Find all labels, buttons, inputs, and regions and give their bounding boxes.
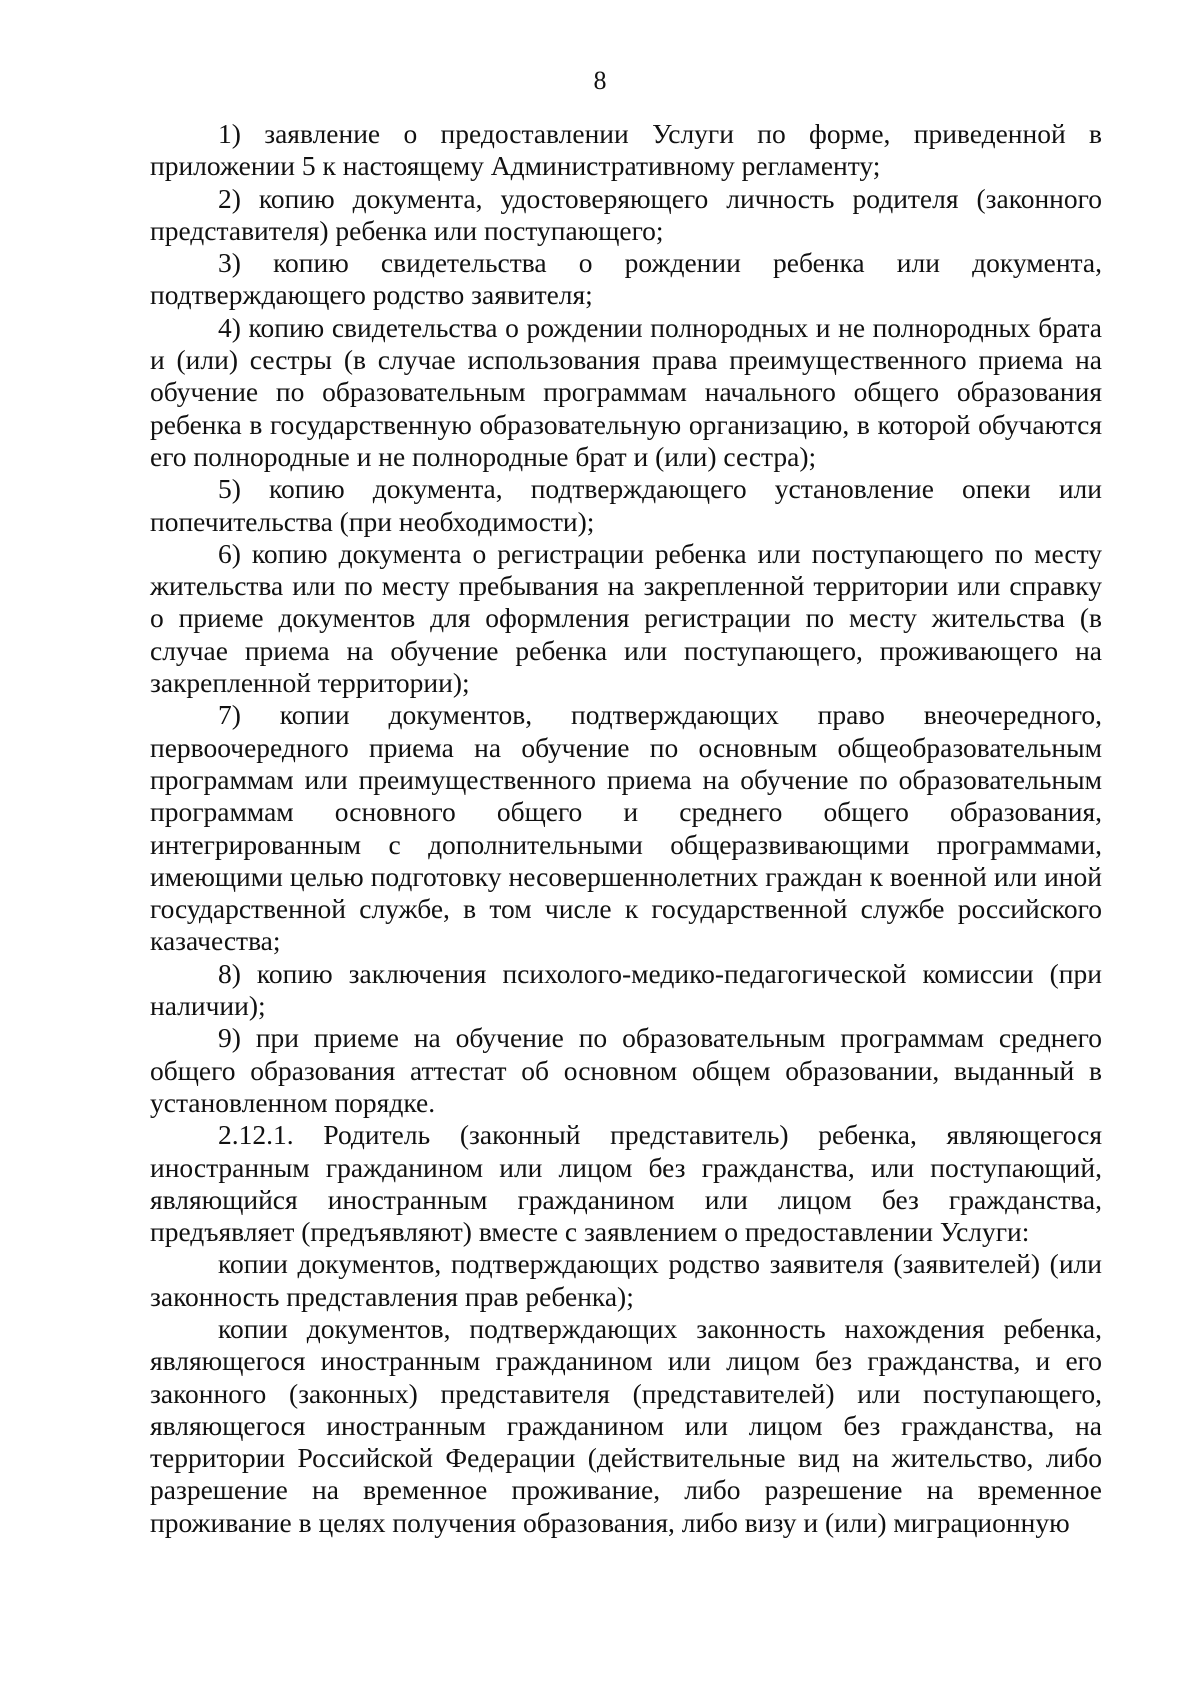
paragraph-item-1: 1) заявление о предоставлении Услуги по форме, приведенной в приложении 5 к настоящему Административному регламенту; — [150, 118, 1102, 182]
page-number: 8 — [593, 66, 607, 95]
document-body — [150, 118, 1102, 1539]
paragraph-kinship-documents: копии документов, подтверждающих родство заявителя (заявителей) (или законность представления прав ребенка); — [150, 1248, 1102, 1312]
paragraph-item-2: 2) копию документа, удостоверяющего личность родителя (законного представителя) ребенка или поступающего; — [150, 182, 1102, 246]
paragraph-item-3: 3) копию свидетельства о рождении ребенка или документа, подтверждающего родство заявителя; — [150, 247, 1102, 311]
paragraph-item-6: 6) копию документа о регистрации ребенка или поступающего по месту жительства или по месту пребывания на закрепленной территории или справку о приеме документов для оформления регистрации по месту жительства (в случае приема на обучение ребенка или поступающего, проживающего на закрепленной территории); — [150, 537, 1102, 699]
paragraph-residence-documents: копии документов, подтверждающих законность нахождения ребенка, являющегося иностранным гражданином или лицом без гражданства, и его законного (законных) представителя (представителей) или поступающего, являющегося иностранным гражданином или лицом без гражданства, на территории Российской Федерации (действительные вид на жительство, либо разрешение на временное проживание, либо разрешение на временное проживание в целях получения образования, либо визу и (или) миграционную — [150, 1312, 1102, 1538]
paragraph-item-7: 7) копии документов, подтверждающих право внеочередного, первоочередного приема на обучение по основным общеобразовательным программам или преимущественного приема на обучение по образовательным программам основного общего и среднего общего образования, интегрированным с дополнительными общеразвивающими программами, имеющими целью подготовку несовершеннолетних граждан к военной или иной государственной службе, в том числе к государственной службе российского казачества; — [150, 699, 1102, 957]
paragraph-item-9: 9) при приеме на обучение по образовательным программам среднего общего образования аттестат об основном общем образовании, выданный в установленном порядке. — [150, 1022, 1102, 1118]
paragraph-item-4: 4) копию свидетельства о рождении полнородных и не полнородных брата и (или) сестры (в случае использования права преимущественного приема на обучение по образовательным программам начального общего образования ребенка в государственную образовательную организацию, в которой обучаются его полнородные и не полнородные брат и (или) сестра); — [150, 311, 1102, 472]
paragraph-item-8: 8) копию заключения психолого-медико-педагогической комиссии (при наличии); — [150, 957, 1102, 1022]
paragraph-item-5: 5) копию документа, подтверждающего установление опеки или попечительства (при необходимости); — [150, 473, 1102, 537]
paragraph-section-2-12-1: 2.12.1. Родитель (законный представитель) ребенка, являющегося иностранным гражданином или лицом без гражданства, или поступающий, являющийся иностранным гражданином или лицом без гражданства, предъявляет (предъявляют) вместе с заявлением о предоставлении Услуги: — [150, 1119, 1102, 1248]
